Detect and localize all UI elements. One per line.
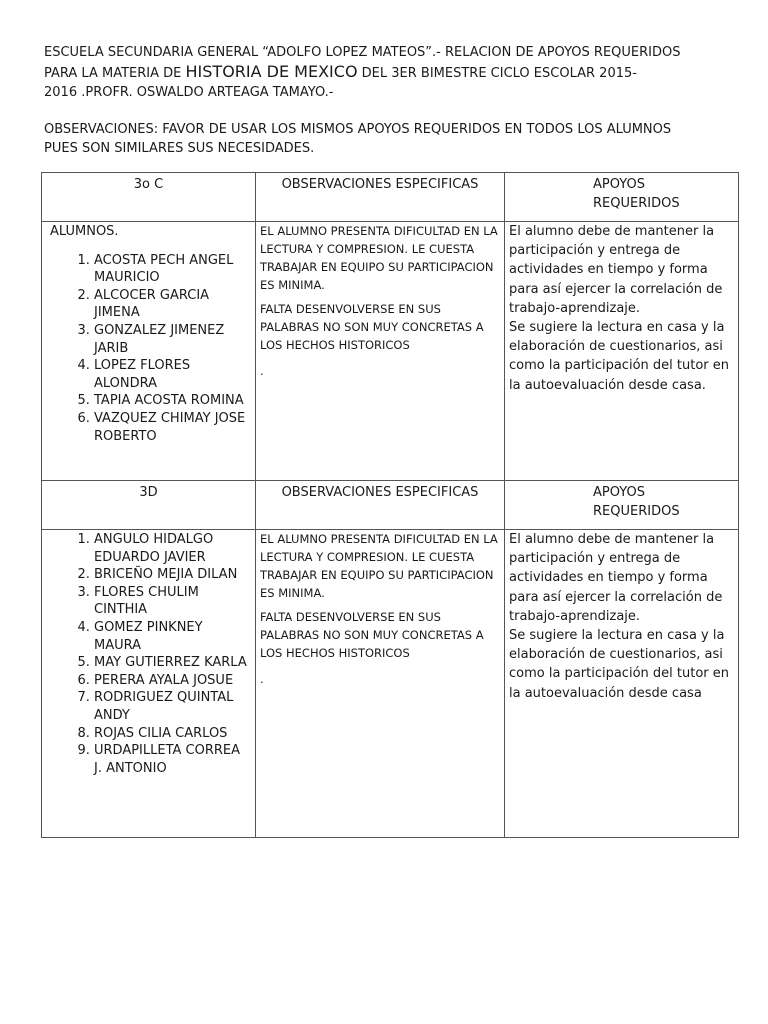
student-list-block: [42, 222, 255, 445]
student-list: [50, 252, 251, 446]
student-item: 2. BRICEÑO MEJIA DILAN: [94, 566, 251, 584]
apoyos-paragraph-2: Se sugiere la lectura en casa y la elaboración de cuestionarios, asi como la participación del tutor en la autoevaluación desde casa.: [509, 320, 729, 393]
student-item: 1. ANGULO HIDALGO EDUARDO JAVIER: [94, 531, 251, 566]
obs-header: OBSERVACIONES ESPECIFICAS: [281, 485, 479, 500]
group-3d-apoyos-header-cell: [505, 481, 739, 530]
student-list-block: [42, 530, 255, 777]
apoyos-paragraph-1: El alumno debe de mantener la participación y entrega de actividades en tiempo y forma para así ejercer la correlación de trabajo-aprendizaje.: [509, 224, 723, 316]
header-line-2: [44, 62, 744, 83]
group-label: 3o C: [133, 177, 164, 192]
alumnos-label: ALUMNOS.: [50, 224, 119, 239]
observation-dot: .: [260, 364, 264, 378]
student-item: 4. GOMEZ PINKNEY MAURA: [94, 619, 251, 654]
group-3d-students-cell: [42, 530, 256, 838]
group-3oc-obs-header-cell: [256, 173, 505, 222]
student-item: 9. URDAPILLETA CORREA J. ANTONIO: [94, 742, 251, 777]
group-3d-body-row: [42, 530, 739, 838]
group-3d-header-row: [42, 481, 739, 530]
apoyos-paragraph-1: El alumno debe de mantener la participación y entrega de actividades en tiempo y forma para así ejercer la correlación de trabajo-aprendizaje.: [509, 532, 723, 624]
observations-text: [256, 530, 504, 688]
student-item: 4. LOPEZ FLORES ALONDRA: [94, 357, 251, 392]
observation-dot: .: [260, 672, 264, 686]
observaciones-note: [44, 120, 744, 158]
apoyos-header-line-2: REQUERIDOS: [593, 196, 680, 211]
group-3oc-apoyos-cell: [505, 222, 739, 481]
student-item: 5. MAY GUTIERREZ KARLA: [94, 654, 251, 672]
observation-paragraph-1: EL ALUMNO PRESENTA DIFICULTAD EN LA LECTURA Y COMPRESION. LE CUESTA TRABAJAR EN EQUIPO SU PARTICIPACION ES MINIMA.: [260, 532, 498, 600]
group-3oc-body-row: [42, 222, 739, 481]
group-3oc-observations-cell: [256, 222, 505, 481]
supports-table: [41, 172, 739, 838]
student-item: 3. FLORES CHULIM CINTHIA: [94, 584, 251, 619]
header-line-2-prefix: PARA LA MATERIA DE: [44, 66, 186, 81]
observations-text: [256, 222, 504, 380]
observation-paragraph-1: EL ALUMNO PRESENTA DIFICULTAD EN LA LECTURA Y COMPRESION. LE CUESTA TRABAJAR EN EQUIPO SU PARTICIPACION ES MINIMA.: [260, 224, 498, 292]
student-item: 7. RODRIGUEZ QUINTAL ANDY: [94, 689, 251, 724]
group-3oc-header-row: [42, 173, 739, 222]
apoyos-text: [505, 222, 738, 395]
document-header: [44, 43, 744, 102]
student-item: 3. GONZALEZ JIMENEZ JARIB: [94, 322, 251, 357]
header-line-1: ESCUELA SECUNDARIA GENERAL “ADOLFO LOPEZ MATEOS”.- RELACION DE APOYOS REQUERIDOS: [44, 45, 681, 60]
group-3d-label-cell: [42, 481, 256, 530]
group-3oc-label-cell: [42, 173, 256, 222]
apoyos-paragraph-2: Se sugiere la lectura en casa y la elaboración de cuestionarios, asi como la participación del tutor en la autoevaluación desde casa: [509, 628, 729, 701]
apoyos-header-line-1: APOYOS: [593, 485, 645, 500]
group-3d-observations-cell: [256, 530, 505, 838]
header-line-3: 2016 .PROFR. OSWALDO ARTEAGA TAMAYO.-: [44, 85, 334, 100]
group-label: 3D: [139, 485, 158, 500]
student-item: 6. VAZQUEZ CHIMAY JOSE ROBERTO: [94, 410, 251, 445]
subject-title: HISTORIA DE MEXICO: [185, 62, 358, 81]
student-item: 2. ALCOCER GARCIA JIMENA: [94, 287, 251, 322]
student-item: 5. TAPIA ACOSTA ROMINA: [94, 392, 251, 410]
apoyos-header-line-2: REQUERIDOS: [593, 504, 680, 519]
observaciones-line-2: PUES SON SIMILARES SUS NECESIDADES.: [44, 141, 315, 156]
group-3d-apoyos-cell: [505, 530, 739, 838]
observation-paragraph-2: FALTA DESENVOLVERSE EN SUS PALABRAS NO SON MUY CONCRETAS A LOS HECHOS HISTORICOS: [260, 610, 484, 660]
observation-paragraph-2: FALTA DESENVOLVERSE EN SUS PALABRAS NO SON MUY CONCRETAS A LOS HECHOS HISTORICOS: [260, 302, 484, 352]
observaciones-line-1: OBSERVACIONES: FAVOR DE USAR LOS MISMOS APOYOS REQUERIDOS EN TODOS LOS ALUMNOS: [44, 122, 672, 137]
group-3oc-students-cell: [42, 222, 256, 481]
student-item: 8. ROJAS CILIA CARLOS: [94, 725, 251, 743]
group-3d-obs-header-cell: [256, 481, 505, 530]
header-line-2-suffix: DEL 3ER BIMESTRE CICLO ESCOLAR 2015-: [357, 66, 637, 81]
apoyos-header: [505, 173, 738, 213]
student-item: 6. PERERA AYALA JOSUE: [94, 672, 251, 690]
apoyos-header-line-1: APOYOS: [593, 177, 645, 192]
apoyos-text: [505, 530, 738, 703]
group-3oc-apoyos-header-cell: [505, 173, 739, 222]
student-item: 1. ACOSTA PECH ANGEL MAURICIO: [94, 252, 251, 287]
obs-header: OBSERVACIONES ESPECIFICAS: [281, 177, 479, 192]
student-list: [50, 531, 251, 777]
apoyos-header: [505, 481, 738, 521]
